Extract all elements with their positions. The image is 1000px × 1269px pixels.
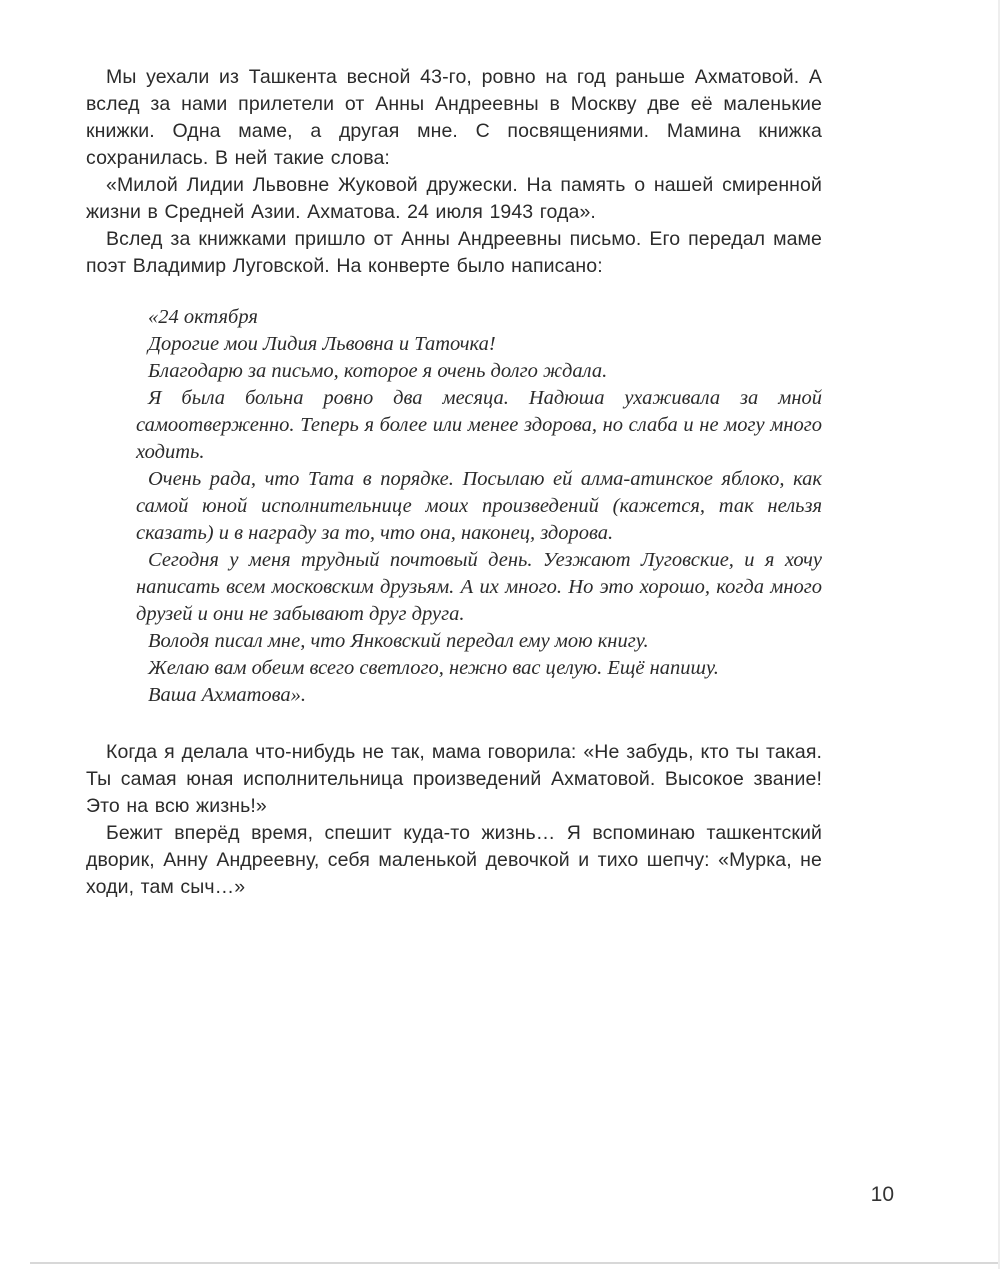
paragraph: Вслед за книжками пришло от Анны Андреевны письмо. Его передал маме поэт Владимир Луговской. На конверте было написано:	[86, 228, 822, 277]
paragraph-dedication: «Милой Лидии Львовне Жуковой дружески. На память о нашей смиренной жизни в Средней Азии. Ахматова. 24 июля 1943 года».	[86, 174, 822, 223]
letter-paragraph: Очень рада, что Тата в порядке. Посылаю ей алма-атинское яблоко, как самой юной исполнительнице моих произведений (кажется, так нельзя сказать) и в награду за то, что она, наконец, здорова.	[136, 468, 822, 544]
letter-paragraph: Я была больна ровно два месяца. Надюша ухаживала за мной самоотверженно. Теперь я более или менее здорова, но слаба и не могу много ходить.	[136, 387, 822, 463]
page-number: 10	[870, 1183, 894, 1206]
letter-paragraph: Благодарю за письмо, которое я очень долго ждала.	[148, 360, 608, 382]
letter-quote	[136, 304, 822, 709]
paragraph: Когда я делала что-нибудь не так, мама говорила: «Не забудь, кто ты такая. Ты самая юная исполнительница произведений Ахматовой. Высокое звание! Это на всю жизнь!»	[86, 741, 822, 817]
letter-date-line: «24 октября	[148, 306, 258, 328]
letter-salutation: Дорогие мои Лидия Львовна и Таточка!	[148, 333, 496, 355]
letter-paragraph: Володя писал мне, что Янковский передал ему мою книгу.	[148, 630, 649, 652]
letter-paragraph: Желаю вам обеим всего светлого, нежно вас целую. Ещё напишу.	[148, 657, 719, 679]
page-content	[86, 64, 822, 901]
letter-paragraph: Сегодня у меня трудный почтовый день. Уезжают Луговские, и я хочу написать всем московским друзьям. А их много. Но это хорошо, когда много друзей и они не забывают друг друга.	[136, 549, 822, 625]
paragraph: Бежит вперёд время, спешит куда-то жизнь… Я вспоминаю ташкентский дворик, Анну Андреевну, себя маленькой девочкой и тихо шепчу: «Мурка, не ходи, там сыч…»	[86, 822, 822, 898]
paragraph: Мы уехали из Ташкента весной 43-го, ровно на год раньше Ахматовой. А вслед за нами прилетели от Анны Андреевны в Москву две её маленькие книжки. Одна маме, а другая мне. С посвящениями. Мамина книжка сохранилась. В ней такие слова:	[86, 66, 822, 169]
scan-edge-bottom	[30, 1262, 1000, 1264]
letter-signature: Ваша Ахматова».	[148, 684, 307, 706]
